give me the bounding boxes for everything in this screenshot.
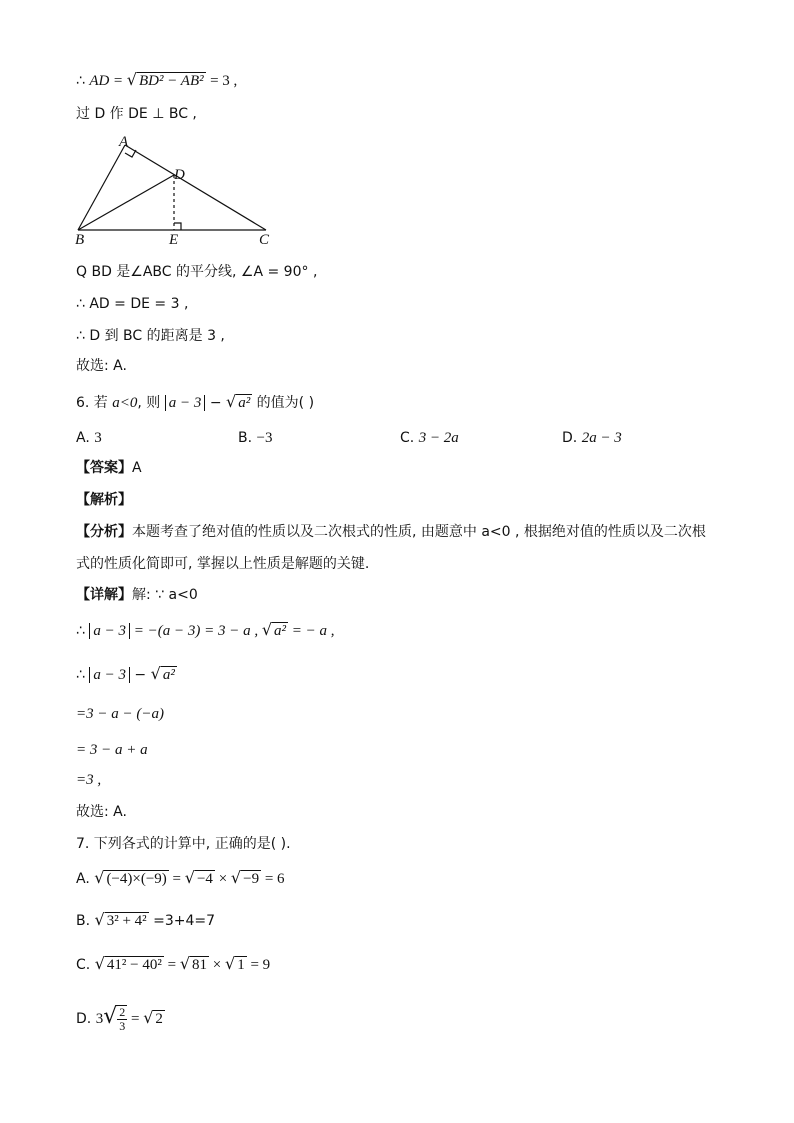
fraction — [117, 1005, 127, 1033]
label-a: A — [119, 134, 129, 150]
sqrt-icon: √ — [94, 954, 105, 973]
therefore-symbol: ∴ — [76, 73, 85, 89]
q6-fenxi-1 — [76, 522, 706, 542]
q6-step-3: =3 − a − (−a) — [76, 706, 164, 722]
sqrt-icon: √ — [261, 620, 273, 639]
q6-option-b — [238, 428, 272, 448]
sqrt-icon: √ — [225, 954, 236, 973]
label-c: C — [259, 232, 270, 248]
q6-abs: a − 3 — [165, 395, 206, 411]
q6-stem-c: 的值为( ) — [252, 395, 315, 411]
option-label: D. — [76, 1011, 92, 1027]
fenxi-tag: 【分析】 — [76, 524, 132, 540]
solution-line-1 — [76, 70, 237, 91]
equals: = — [163, 957, 180, 973]
equals: = — [168, 871, 185, 887]
result: = 6 — [261, 871, 285, 887]
answer-value: A — [132, 460, 142, 476]
q6-stem — [76, 392, 314, 413]
step-radicand: a² — [274, 623, 287, 639]
right-angle-e — [174, 223, 181, 230]
step-abs: a − 3 — [89, 667, 130, 683]
segment-ac — [125, 145, 266, 230]
result: =3+4=7 — [148, 913, 216, 929]
step-prefix: ∴ — [76, 667, 90, 683]
q6-option-c — [400, 428, 459, 448]
radicand: −4 — [196, 871, 213, 887]
q6-radicand: a² — [238, 395, 251, 411]
sqrt-icon: √ — [179, 954, 191, 973]
times: × — [214, 871, 231, 887]
denominator: 3 — [119, 1019, 126, 1033]
sqrt-icon: √ — [150, 664, 161, 683]
result: = 9 — [246, 957, 271, 973]
segment-ab — [78, 145, 125, 230]
option-label: B. — [238, 430, 253, 446]
step-end: = − a , — [288, 623, 335, 639]
label-b: B — [75, 232, 85, 248]
sqrt-icon: √ — [226, 392, 237, 411]
q7-stem: 7. 下列各式的计算中, 正确的是( ). — [76, 836, 291, 852]
option-text: 3 — [94, 430, 102, 446]
q6-minus: − — [205, 395, 227, 411]
fenxi-text-1: 本题考查了绝对值的性质以及二次根式的性质, 由题意中 a<0 , 根据绝对值的性质以及二次根 — [132, 524, 706, 540]
math-equals: = — [113, 73, 123, 89]
sqrt-icon: √ — [143, 1008, 154, 1027]
q7-option-b — [76, 910, 215, 931]
radicand: 3² + 4² — [106, 913, 147, 929]
detail-tag: 【详解】 — [76, 587, 132, 603]
answer-tag: 【答案】 — [76, 460, 132, 476]
radicand: −9 — [243, 871, 260, 887]
sqrt-icon: √ — [126, 70, 137, 89]
q6-option-d — [562, 428, 622, 448]
label-d: D — [174, 167, 185, 183]
radicand: 41² − 40² — [106, 957, 162, 973]
q6-step-6: 故选: A. — [76, 804, 127, 820]
q6-step-1 — [76, 620, 335, 641]
equals: = — [127, 1011, 144, 1027]
triangle-figure — [70, 134, 280, 248]
q7-option-d — [76, 1002, 165, 1034]
q6-detail — [76, 585, 198, 605]
q6-step-5: =3 , — [76, 772, 102, 788]
q6-step-2 — [76, 664, 177, 685]
sqrt-icon: √ — [230, 868, 242, 887]
q6-fenxi-2: 式的性质化简即可, 掌握以上性质是解题的关键. — [76, 556, 370, 572]
option-text: 2a − 3 — [581, 430, 622, 446]
math-lhs: AD — [89, 73, 110, 89]
solution-line-3: Q BD 是∠ABC 的平分线, ∠A = 90° , — [76, 264, 318, 280]
sqrt-icon: √ — [184, 868, 195, 887]
solution-line-5: ∴ D 到 BC 的距离是 3 , — [76, 328, 225, 344]
radicand: 2 — [155, 1011, 163, 1027]
radicand: BD² − AB² — [138, 73, 204, 89]
q6-step-4: = 3 − a + a — [76, 742, 148, 758]
step-abs: a − 3 — [89, 623, 130, 639]
q7-option-c — [76, 954, 270, 975]
q6-answer — [76, 458, 142, 478]
option-label: D. — [562, 430, 578, 446]
coefficient: 3 — [95, 1011, 104, 1027]
detail-text: 解: ∵ a<0 — [132, 587, 198, 603]
radicand: 81 — [192, 957, 208, 973]
segment-bd — [78, 175, 174, 230]
q6-stem-b: , 则 — [137, 395, 165, 411]
solution-line-4: ∴ AD = DE = 3 , — [76, 296, 189, 312]
step-rest: = −(a − 3) = 3 − a , — [129, 623, 262, 639]
step-minus: − — [129, 667, 151, 683]
sqrt-icon: √ — [94, 868, 105, 887]
step-radicand: a² — [162, 667, 175, 683]
sqrt-icon: √ — [94, 910, 105, 929]
step-prefix: ∴ — [76, 623, 90, 639]
solution-line-6: 故选: A. — [76, 358, 127, 374]
radicand: 1 — [237, 957, 245, 973]
analysis-tag: 【解析】 — [76, 492, 132, 508]
option-label: C. — [76, 957, 91, 973]
radicand: (−4)×(−9) — [106, 871, 167, 887]
option-label: A. — [76, 430, 90, 446]
option-label: C. — [400, 430, 415, 446]
solution-line-2: 过 D 作 DE ⊥ BC , — [76, 106, 197, 122]
numerator: 2 — [119, 1005, 126, 1019]
sqrt-icon: √ — [103, 1004, 118, 1029]
q7-option-a — [76, 868, 285, 889]
math-result: = 3 , — [210, 73, 238, 89]
q6-condition: a<0 — [112, 395, 138, 411]
option-text: 3 − 2a — [418, 430, 459, 446]
times: × — [209, 957, 225, 973]
option-text: −3 — [256, 430, 273, 446]
label-e: E — [169, 232, 179, 248]
q6-stem-a: 6. 若 — [76, 395, 113, 411]
option-label: B. — [76, 913, 91, 929]
option-label: A. — [76, 871, 90, 887]
q6-option-a — [76, 428, 102, 448]
